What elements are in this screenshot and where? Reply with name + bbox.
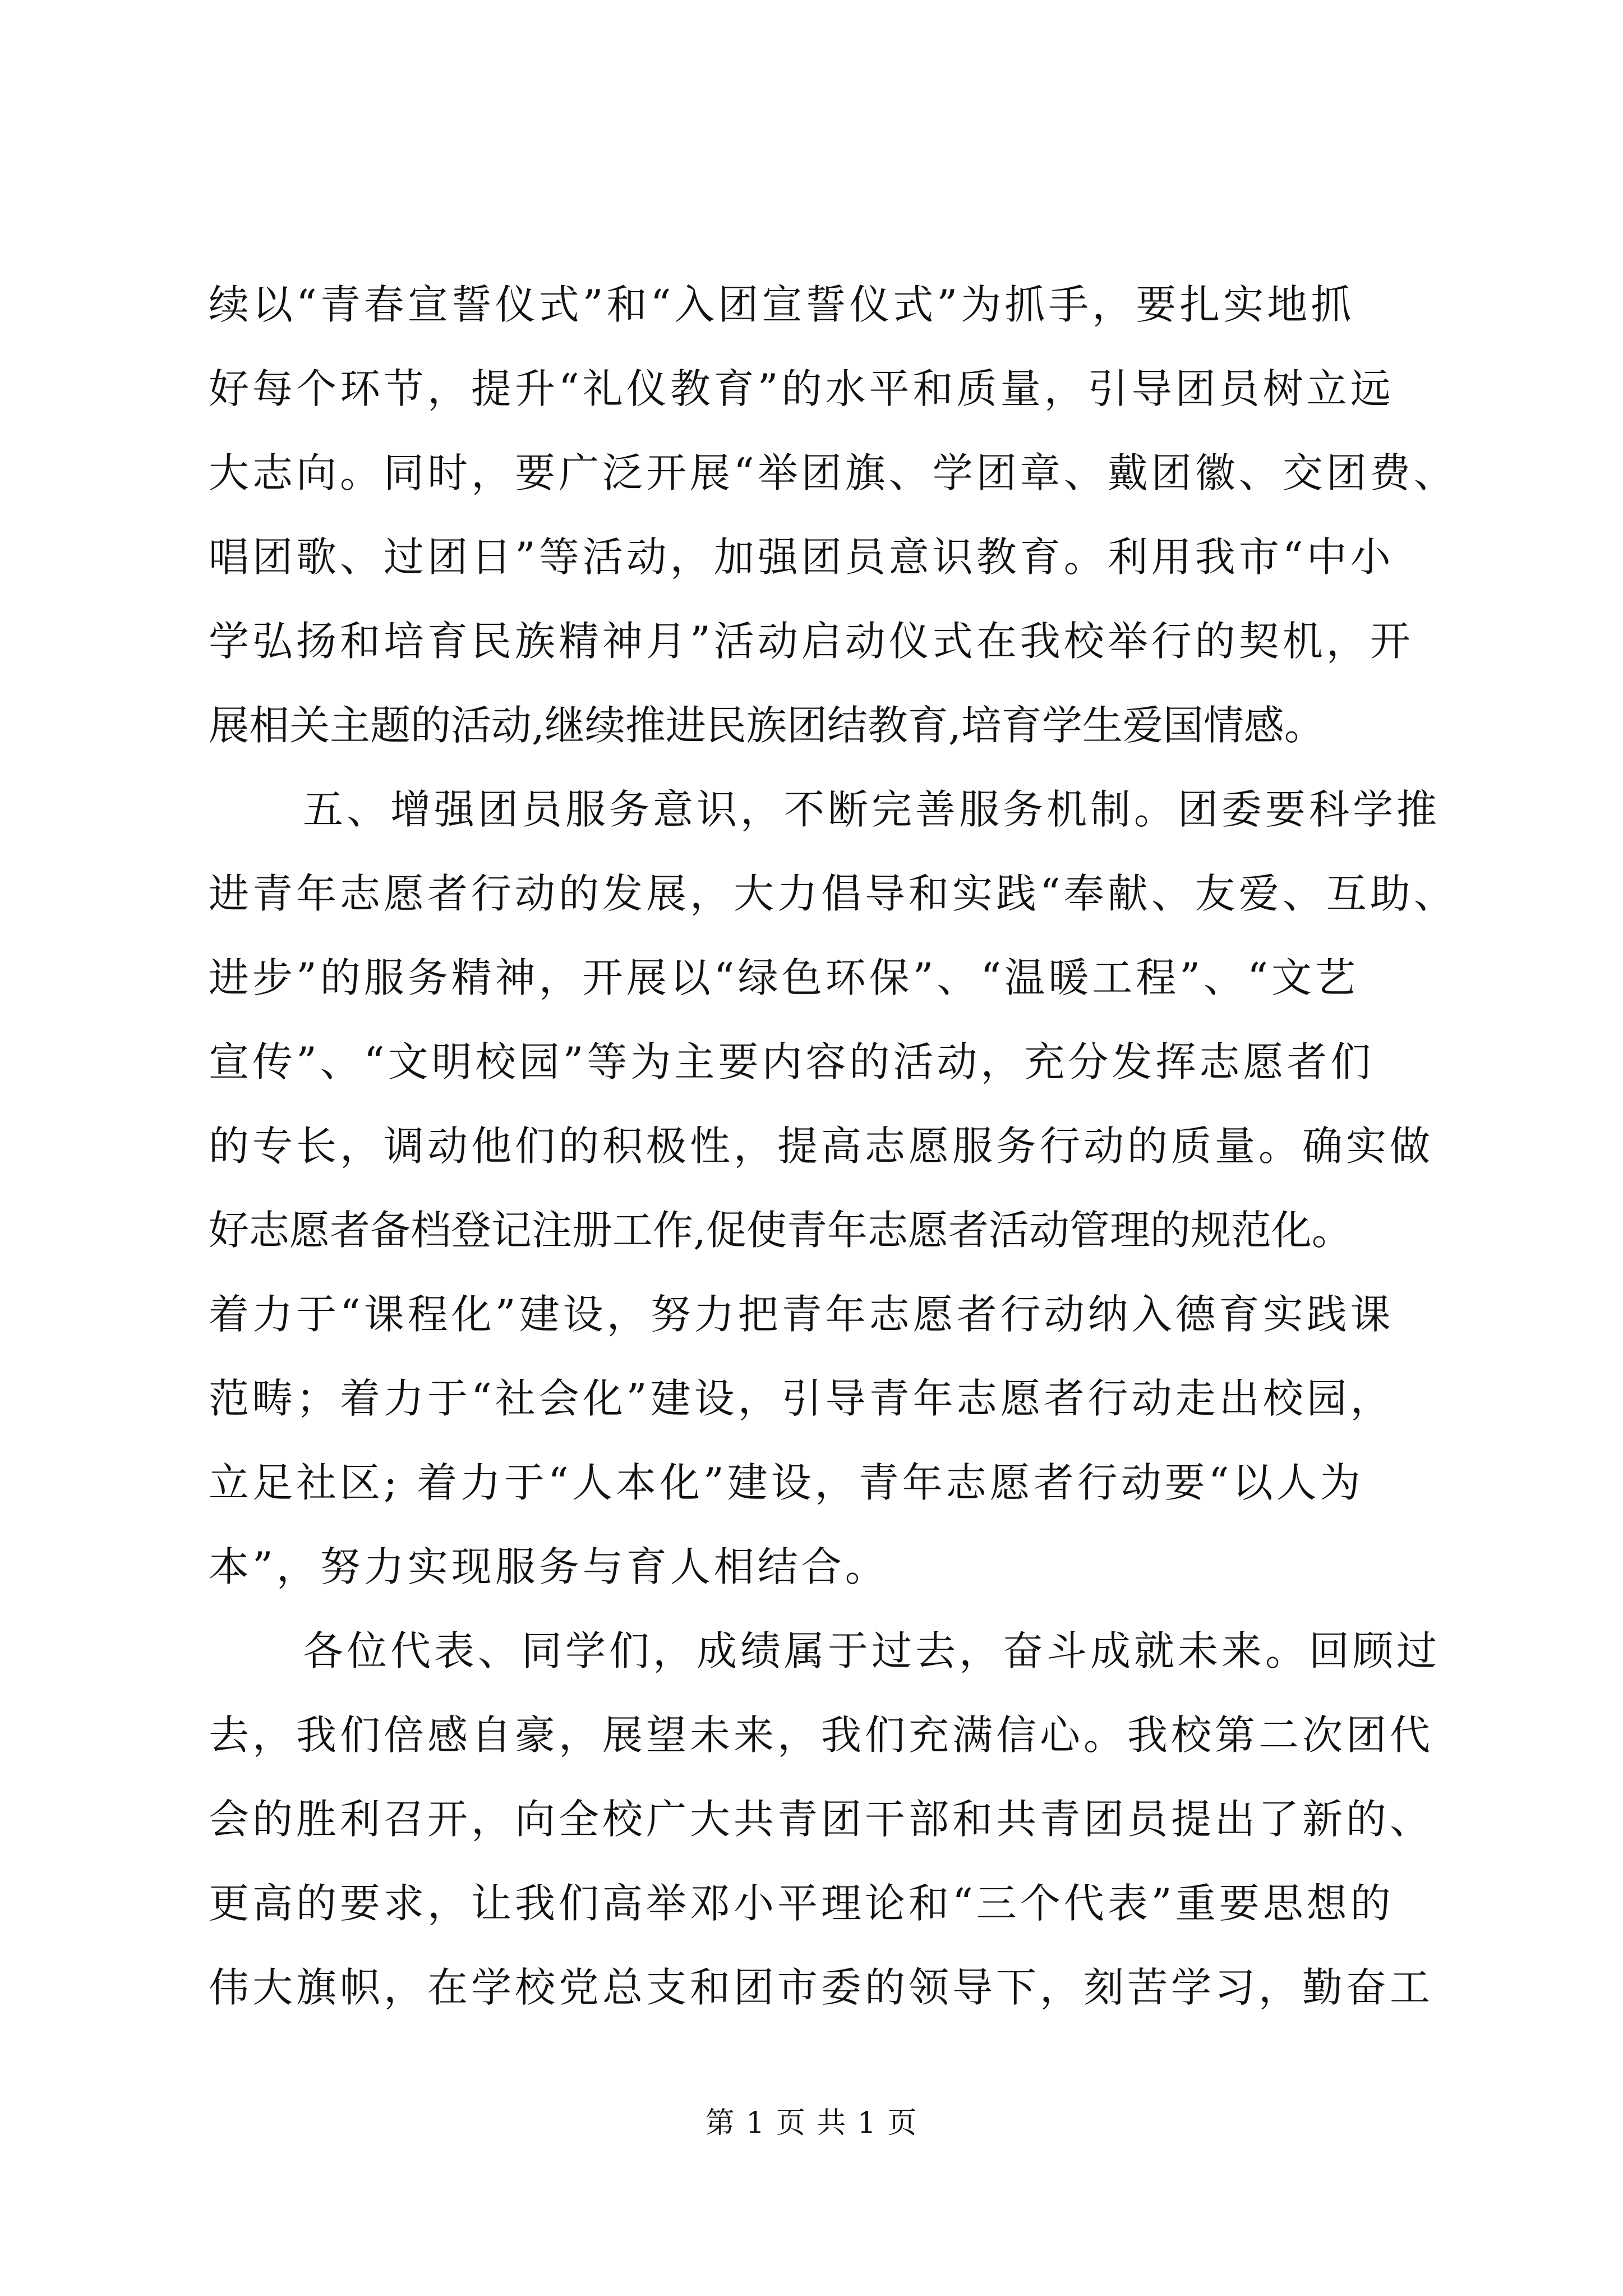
text-line: 大志向。同时，要广泛开展“举团旗、学团章、戴团徽、交团费、 <box>209 449 1458 496</box>
page-footer: 第 1 页 共 1 页 <box>705 2106 918 2140</box>
text-line: 立足社区; 着力于“人本化”建设，青年志愿者行动要“以人为 <box>209 1459 1364 1506</box>
text-line: 会的胜利召开，向全校广大共青团干部和共青团员提出了新的、 <box>209 1796 1434 1843</box>
paragraph-start-line: 各位代表、同学们，成绩属于过去，奋斗成就未来。回顾过 <box>303 1627 1441 1674</box>
text-line: 学弘扬和培育民族精神月”活动启动仪式在我校举行的契机，开 <box>209 618 1414 665</box>
text-line: 宣传”、“文明校园”等为主要内容的活动，充分发挥志愿者们 <box>209 1038 1375 1085</box>
text-line: 展相关主题的活动,继续推进民族团结教育,培育学生爱国情感。 <box>209 702 1325 749</box>
body-text <box>209 263 1458 2030</box>
text-line: 着力于“课程化”建设，努力把青年志愿者行动纳入德育实践课 <box>209 1291 1394 1338</box>
text-line: 好志愿者备档登记注册工作,促使青年志愿者活动管理的规范化。 <box>209 1207 1352 1254</box>
text-line: 唱团歌、过团日”等活动，加强团员意识教育。利用我市“中小 <box>209 533 1394 581</box>
text-line: 续以“青春宣誓仪式”和“入团宣誓仪式”为抓手，要扎实地抓 <box>209 281 1355 328</box>
text-line: 本”，努力实现服务与育人相结合。 <box>209 1543 889 1590</box>
text-line: 进青年志愿者行动的发展，大力倡导和实践“奉献、友爱、互助、 <box>209 870 1458 917</box>
text-line: 去，我们倍感自豪，展望未来，我们充满信心。我校第二次团代 <box>209 1711 1434 1759</box>
text-line: 范畴；着力于“社会化”建设，引导青年志愿者行动走出校园， <box>209 1375 1394 1422</box>
text-line: 进步”的服务精神，开展以“绿色环保”、“温暖工程”、“文艺 <box>209 954 1359 1001</box>
text-line: 伟大旗帜，在学校党总支和团市委的领导下，刻苦学习，勤奋工 <box>209 1964 1434 2011</box>
paragraph-start-line: 五、增强团员服务意识，不断完善服务机制。团委要科学推 <box>303 786 1441 833</box>
text-line: 的专长，调动他们的积极性，提高志愿服务行动的质量。确实做 <box>209 1122 1434 1170</box>
text-line: 好每个环节，提升“礼仪教育”的水平和质量，引导团员树立远 <box>209 365 1394 412</box>
text-line: 更高的要求，让我们高举邓小平理论和“三个代表”重要思想的 <box>209 1880 1394 1927</box>
